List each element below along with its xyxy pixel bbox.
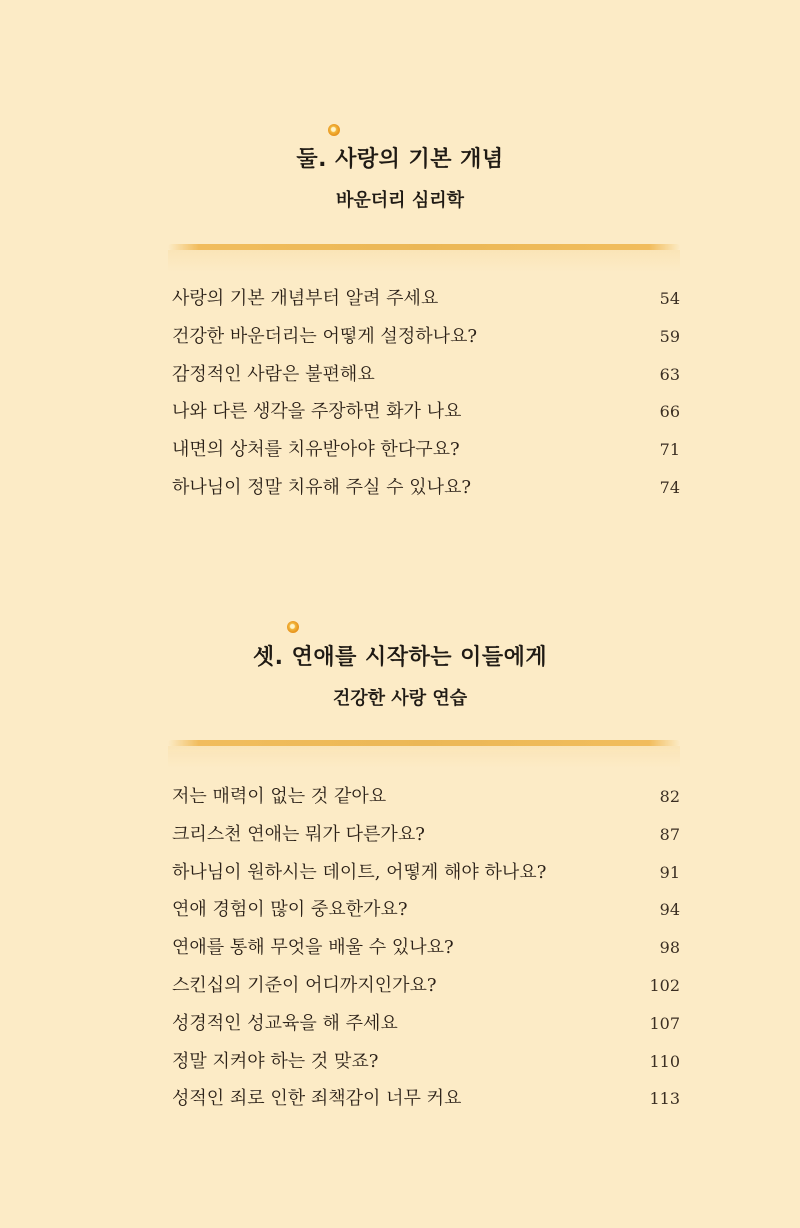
divider-rule: [168, 244, 680, 250]
toc-entry[interactable]: [172, 782, 680, 820]
toc-entry-label: 연애를 통해 무엇을 배울 수 있나요?: [172, 937, 454, 959]
toc-entry-page: 66: [659, 402, 680, 422]
toc-entry[interactable]: [172, 435, 680, 473]
toc-entry[interactable]: [172, 473, 680, 511]
toc-entry-label: 성적인 죄로 인한 죄책감이 너무 커요: [172, 1088, 462, 1110]
toc-entry-page: 91: [659, 862, 680, 882]
toc-entry-page: 59: [659, 326, 680, 346]
toc-entry[interactable]: [172, 1009, 680, 1047]
toc-entry-page: 113: [649, 1089, 680, 1109]
toc-entry-label: 하나님이 정말 치유해 주실 수 있나요?: [172, 476, 472, 498]
chapter-title: 둘. 사랑의 기본 개념: [296, 147, 504, 172]
toc-entry-label: 감정적인 사람은 불편해요: [172, 363, 375, 385]
toc-entry-label: 성경적인 성교육을 해 주세요: [172, 1012, 398, 1034]
toc-entry-page: 71: [659, 440, 680, 460]
toc-entry[interactable]: [172, 858, 680, 896]
toc-entry[interactable]: [172, 360, 680, 398]
toc-entry-label: 나와 다른 생각을 주장하면 화가 나요: [172, 401, 462, 423]
toc-entry-label: 정말 지켜야 하는 것 맞죠?: [172, 1050, 379, 1072]
ornament-dot-icon: [328, 124, 340, 136]
divider-rule: [168, 740, 680, 746]
toc-entry-page: 74: [659, 477, 680, 497]
toc-entry[interactable]: [172, 397, 680, 435]
toc-entry-page: 87: [659, 824, 680, 844]
toc-entry[interactable]: [172, 820, 680, 858]
toc-entry[interactable]: [172, 322, 680, 360]
toc-entry[interactable]: [172, 1047, 680, 1085]
toc-list: [172, 284, 680, 511]
toc-entry-label: 저는 매력이 없는 것 같아요: [172, 786, 387, 807]
toc-entry-page: 94: [659, 900, 680, 920]
toc-entry-label: 사랑의 기본 개념부터 알려 주세요: [172, 288, 439, 309]
chapter-title: 셋. 연애를 시작하는 이들에게: [252, 645, 548, 670]
toc-entry-page: 107: [649, 1013, 680, 1033]
toc-entry-page: 102: [649, 975, 680, 995]
toc-entry-label: 연애 경험이 많이 중요한가요?: [172, 899, 408, 921]
chapter-heading: [0, 120, 800, 214]
toc-entry-label: 하나님이 원하시는 데이트, 어떻게 해야 하나요?: [172, 861, 547, 883]
toc-entry-label: 스킨십의 기준이 어디까지인가요?: [172, 974, 437, 996]
toc-entry-label: 건강한 바운더리는 어떻게 설정하나요?: [172, 325, 478, 347]
chapter-section-2: [0, 120, 800, 498]
chapter-subtitle: 바운더리 심리학: [336, 190, 464, 211]
chapter-section-3: [0, 618, 800, 1110]
toc-entry-label: 크리스천 연애는 뭐가 다른가요?: [172, 823, 425, 845]
toc-entry[interactable]: [172, 971, 680, 1009]
toc-entry[interactable]: [172, 895, 680, 933]
toc-entry-page: 63: [659, 364, 680, 384]
chapter-subtitle: 건강한 사랑 연습: [332, 688, 468, 709]
toc-entry-page: 98: [659, 938, 680, 958]
toc-entry[interactable]: [172, 284, 680, 322]
toc-entry[interactable]: [172, 933, 680, 971]
toc-entry[interactable]: [172, 1084, 680, 1122]
toc-entry-page: 110: [649, 1051, 680, 1071]
toc-entry-label: 내면의 상처를 치유받아야 한다구요?: [172, 439, 460, 461]
ornament-dot-icon: [287, 621, 299, 633]
toc-list: [172, 782, 680, 1122]
chapter-heading: [0, 618, 800, 712]
toc-entry-page: 82: [659, 787, 680, 806]
toc-entry-page: 54: [659, 289, 680, 308]
